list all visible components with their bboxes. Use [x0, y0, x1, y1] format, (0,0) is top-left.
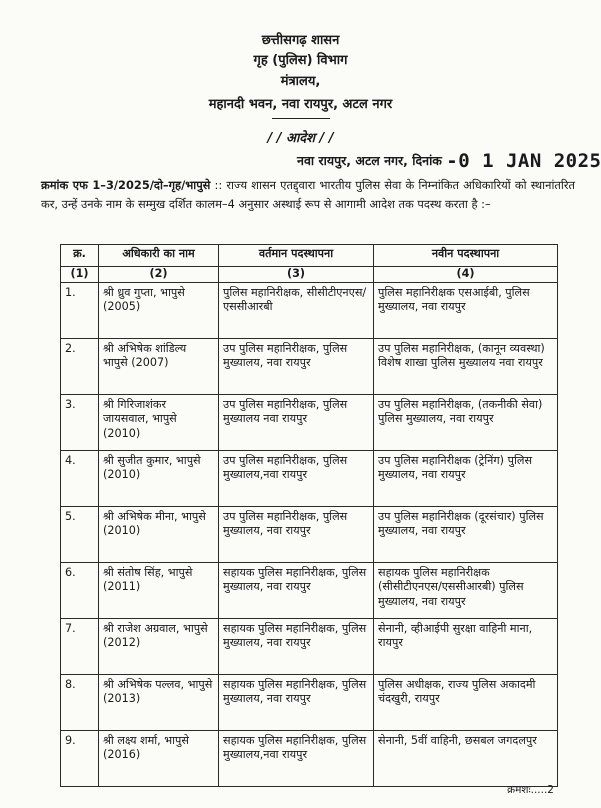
header-serial: क्र. — [61, 245, 99, 267]
header-divider — [272, 118, 330, 119]
officer-name-cell: श्री ध्रुव गुप्ता, भापुसे (2005) — [99, 282, 219, 338]
current-posting-cell: उप पुलिस महानिरीक्षक, पुलिस मुख्यालय,नवा रायपुर — [219, 450, 374, 506]
date-stamp: -0 1 JAN 2025 — [446, 150, 601, 172]
current-posting-cell: उप पुलिस महानिरीक्षक, पुलिस मुख्यालय नवा रायपुर — [219, 394, 374, 450]
current-posting-cell: सहायक पुलिस महानिरीक्षक, पुलिस मुख्यालय, नवा रायपुर — [219, 674, 374, 730]
current-posting-cell: उप पुलिस महानिरीक्षक, पुलिस मुख्यालय, नवा रायपुर — [219, 338, 374, 394]
officer-name-cell: श्री गिरिजाशंकर जायसवाल, भापुसे (2010) — [99, 394, 219, 450]
current-posting-cell: उप पुलिस महानिरीक्षक, पुलिस मुख्यालय, नवा रायपुर — [219, 506, 374, 562]
serial-cell: 9. — [61, 730, 99, 786]
serial-cell: 4. — [61, 450, 99, 506]
header-officer-name: अधिकारी का नाम — [99, 245, 219, 267]
department-name: गृह (पुलिस) विभाग — [253, 53, 348, 68]
table-row — [61, 394, 558, 450]
serial-cell: 6. — [61, 562, 99, 618]
serial-cell: 8. — [61, 674, 99, 730]
new-posting-cell: सेनानी, 5वीं वाहिनी, छसबल जगदलपुर — [374, 730, 558, 786]
header-current-posting: वर्तमान पदस्थापना — [219, 245, 374, 267]
transfer-table — [60, 244, 558, 787]
continued-marker: क्रमशः.....2 — [507, 784, 554, 796]
header-new-posting: नवीन पदस्थापना — [374, 245, 558, 267]
colnum-1: (1) — [61, 267, 99, 283]
serial-cell: 7. — [61, 618, 99, 674]
table-row — [61, 562, 558, 618]
current-posting-cell: पुलिस महानिरीक्षक, सीसीटीएनएस/एससीआरबी — [219, 282, 374, 338]
new-posting-cell: सहायक पुलिस महानिरीक्षक (सीसीटीएनएस/एससीआरबी) पुलिस मुख्यालय, नवा रायपुर — [374, 562, 558, 618]
order-title: / / आदेश / / — [267, 131, 334, 146]
table-header-row — [61, 245, 558, 267]
table-row — [61, 338, 558, 394]
order-paragraph — [41, 176, 575, 214]
serial-cell: 1. — [61, 282, 99, 338]
officer-name-cell: श्री सुजीत कुमार, भापुसे (2010) — [99, 450, 219, 506]
officer-name-cell: श्री राजेश अग्रवाल, भापुसे (2012) — [99, 618, 219, 674]
table-colnum-row — [61, 267, 558, 283]
colnum-3: (3) — [219, 267, 374, 283]
officer-name-cell: श्री अभिषेक शांडिल्य भापुसे (2007) — [99, 338, 219, 394]
table-row — [61, 450, 558, 506]
govt-name: छत्तीसगढ़ शासन — [261, 33, 340, 48]
ministry-label: मंत्रालय, — [280, 74, 321, 89]
officer-name-cell: श्री अभिषेक मीना, भापुसे (2010) — [99, 506, 219, 562]
order-dateline — [297, 148, 601, 170]
serial-cell: 5. — [61, 506, 99, 562]
colnum-2: (2) — [99, 267, 219, 283]
order-reference: क्रमांक एफ 1–3/2025/दो–गृह/भापुसे — [41, 178, 211, 192]
current-posting-cell: सहायक पुलिस महानिरीक्षक, पुलिस मुख्यालय, नवा रायपुर — [219, 562, 374, 618]
address-line: महानदी भवन, नवा रायपुर, अटल नगर — [208, 97, 393, 112]
new-posting-cell: पुलिस अधीक्षक, राज्य पुलिस अकादमी चंदखुरी, रायपुर — [374, 674, 558, 730]
new-posting-cell: उप पुलिस महानिरीक्षक (ट्रेनिंग) पुलिस मुख्यालय, नवा रायपुर — [374, 450, 558, 506]
order-body: :: राज्य शासन एतद्द्वारा भारतीय पुलिस सेवा के निम्नांकित अधिकारियों को स्थानांतरित कर, उन्हें उनके नाम के सम्मुख दर्शित कालम–4 अनुसार अस्थाई रूप से आगामी आदेश तक पदस्थ करता है :– — [41, 178, 575, 211]
table-row — [61, 618, 558, 674]
officer-name-cell: श्री लक्ष्य शर्मा, भापुसे (2016) — [99, 730, 219, 786]
colnum-4: (4) — [374, 267, 558, 283]
new-posting-cell: सेनानी, व्हीआईपी सुरक्षा वाहिनी माना, रायपुर — [374, 618, 558, 674]
current-posting-cell: सहायक पुलिस महानिरीक्षक, पुलिस मुख्यालय,नवा रायपुर — [219, 730, 374, 786]
new-posting-cell: उप पुलिस महानिरीक्षक, (तकनीकी सेवा) पुलिस मुख्यालय, नवा रायपुर — [374, 394, 558, 450]
serial-cell: 2. — [61, 338, 99, 394]
current-posting-cell: सहायक पुलिस महानिरीक्षक, पुलिस मुख्यालय, नवा रायपुर — [219, 618, 374, 674]
officer-name-cell: श्री संतोष सिंह, भापुसे (2011) — [99, 562, 219, 618]
new-posting-cell: उप पुलिस महानिरीक्षक, (कानून व्यवस्था) विशेष शाखा पुलिस मुख्यालय नवा रायपुर — [374, 338, 558, 394]
place-prefix: नवा रायपुर, अटल नगर, दिनांक — [297, 153, 442, 168]
table-row — [61, 674, 558, 730]
new-posting-cell: उप पुलिस महानिरीक्षक (दूरसंचार) पुलिस मुख्यालय, नवा रायपुर — [374, 506, 558, 562]
table-row — [61, 730, 558, 786]
table-row — [61, 282, 558, 338]
serial-cell: 3. — [61, 394, 99, 450]
table-row — [61, 506, 558, 562]
new-posting-cell: पुलिस महानिरीक्षक एसआईबी, पुलिस मुख्यालय, नवा रायपुर — [374, 282, 558, 338]
officer-name-cell: श्री अभिषेक पल्लव, भापुसे (2013) — [99, 674, 219, 730]
